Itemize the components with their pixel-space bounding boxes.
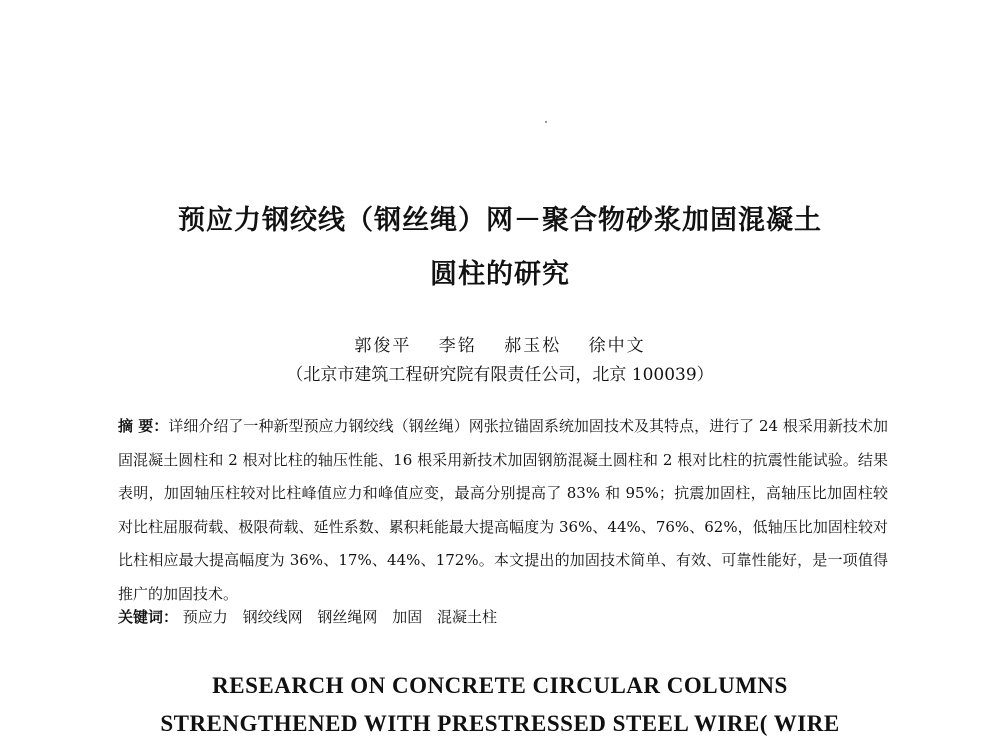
keyword: 预应力 bbox=[182, 608, 228, 626]
author-name: 郭俊平 bbox=[354, 336, 412, 356]
paper-title-line-2: 圆柱的研究 bbox=[430, 259, 570, 290]
author-name: 李铭 bbox=[438, 336, 477, 356]
author-name: 徐中文 bbox=[588, 336, 646, 356]
abstract bbox=[118, 410, 888, 611]
keyword: 加固 bbox=[392, 608, 423, 626]
keyword: 混凝土柱 bbox=[436, 608, 497, 626]
scan-speck bbox=[545, 121, 547, 123]
affiliation: （北京市建筑工程研究院有限责任公司，北京 100039） bbox=[286, 365, 714, 385]
keyword: 钢丝绳网 bbox=[317, 608, 378, 626]
keywords-label: 关键词： bbox=[118, 608, 179, 626]
english-title-line-1: RESEARCH ON CONCRETE CIRCULAR COLUMNS bbox=[212, 673, 788, 698]
english-title-line-2: STRENGTHENED WITH PRESTRESSED STEEL WIRE( WIRE bbox=[160, 711, 840, 736]
keywords bbox=[118, 606, 888, 627]
paper-title-line-1: 预应力钢绞线（钢丝绳）网－聚合物砂浆加固混凝土 bbox=[178, 205, 822, 236]
keyword: 钢绞线网 bbox=[242, 608, 303, 626]
abstract-label: 摘 要： bbox=[118, 417, 169, 435]
author-name: 郝玉松 bbox=[504, 336, 562, 356]
abstract-text: 详细介绍了一种新型预应力钢绞线（钢丝绳）网张拉锚固系统加固技术及其特点，进行了 24 根采用新技术加固混凝土圆柱和 2 根对比柱的轴压性能、16 根采用新技术加固钢筋混凝土圆柱和 2 根对比柱的抗震性能试验。结果表明，加固轴压柱较对比柱峰值应力和峰值应变，最高分别提高了 83% 和 95%；抗震加固柱，高轴压比加固柱较对比柱屈服荷载、极限荷载、延性系数、累积耗能最大提高幅度为 36%、44%、76%、62%，低轴压比加固柱较对比柱相应最大提高幅度为 36%、17%、44%、172%。本文提出的加固技术简单、有效、可靠性能好，是一项值得推广的加固技术。 bbox=[118, 417, 888, 603]
author-list bbox=[0, 331, 1000, 356]
